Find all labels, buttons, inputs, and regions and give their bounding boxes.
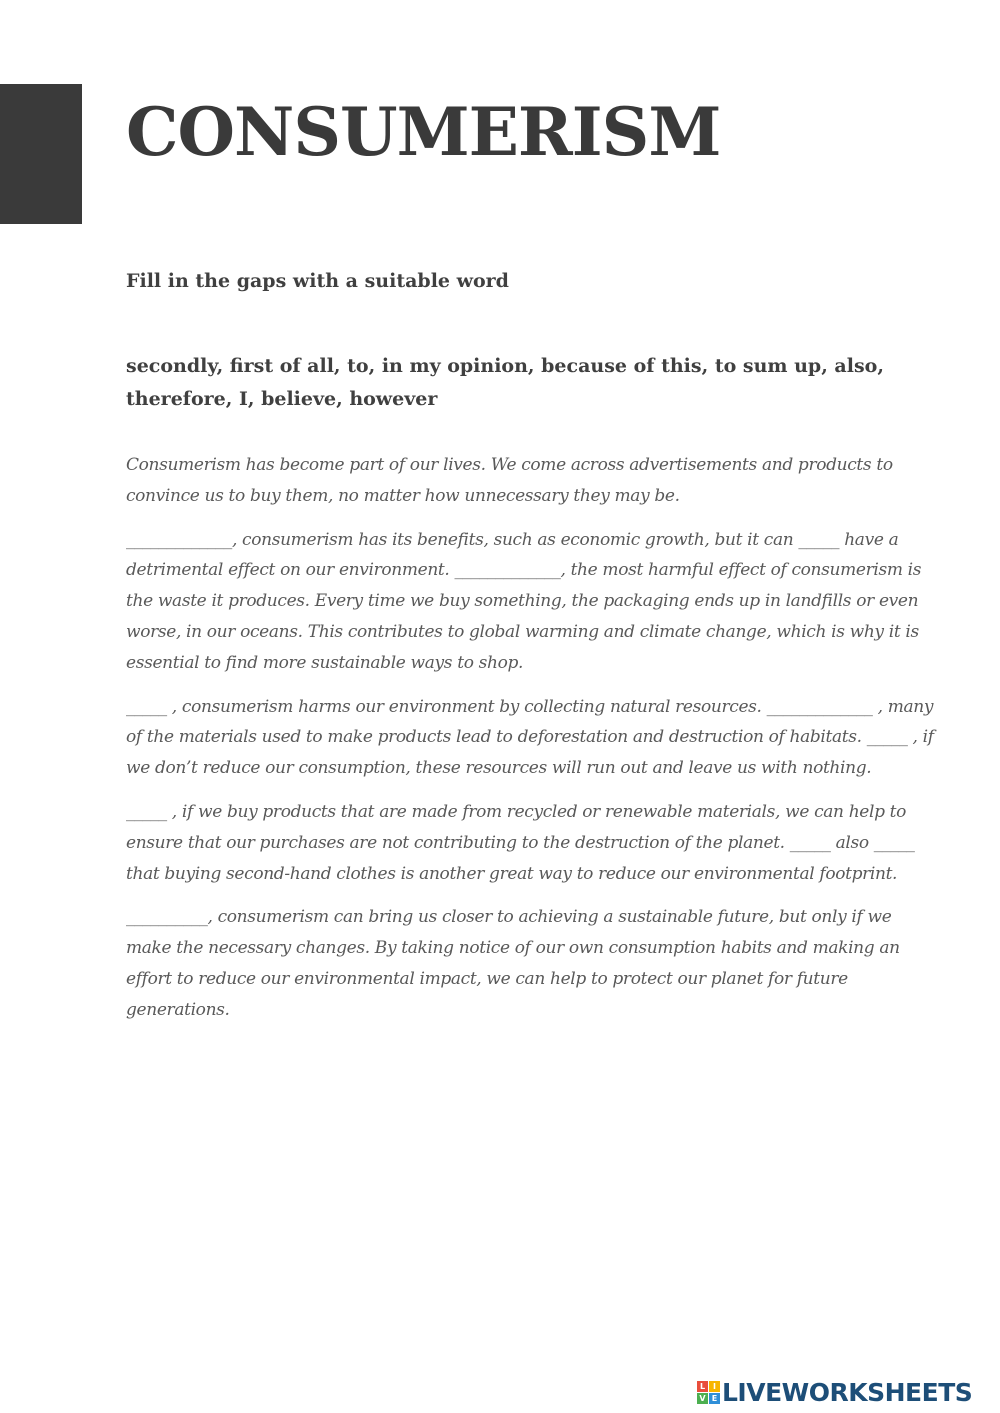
paragraph-3: _____ , if we buy products that are made from recycled or renewable materials, we can help to ensure that our purchases are not contributing to the destruction of the planet. _____ also _____ that buying second-hand clothes is another great way to reduce our environmental footprint. — [126, 801, 915, 884]
logo-mark-e: E — [709, 1393, 720, 1404]
paragraph-1: _____________, consumerism has its benefits, such as economic growth, but it can _____ have a detrimental effect on our environment. _____________, the most harmful effect of consumerism is the waste it produces. Every time we buy something, the packaging ends up in landfills or even worse, in our oceans. This contributes to global warming and climate change, which is why it is essential to find more sustainable ways to shop. — [126, 529, 922, 673]
paragraph-intro: Consumerism has become part of our lives. We come across advertisements and products to convince us to buy them, no matter how unnecessary they may be. — [126, 455, 893, 506]
paragraph-2: _____ , consumerism harms our environment by collecting natural resources. _____________ , many of the materials used to make products lead to deforestation and destruction of habitats. _____ , if we don’t reduce our consumption, these resources will run out and leave us with nothing. — [126, 696, 934, 779]
liveworksheets-logo[interactable] — [697, 1378, 972, 1407]
logo-mark-i: I — [709, 1381, 720, 1392]
logo-mark-l: L — [697, 1381, 708, 1392]
logo-text: LIVEWORKSHEETS — [722, 1378, 973, 1407]
paragraph-conclusion: __________, consumerism can bring us closer to achieving a sustainable future, but only if we make the necessary changes. By taking notice of our own consumption habits and making an effort to reduce our environmental impact, we can help to protect our planet for future generations. — [126, 907, 900, 1020]
word-bank: secondly, first of all, to, in my opinion, because of this, to sum up, also, therefore, I, believe, however — [126, 355, 884, 410]
instruction-text: Fill in the gaps with a suitable word — [126, 270, 509, 292]
liveworksheets-logo-icon — [697, 1381, 720, 1404]
page-title: CONSUMERISM — [126, 93, 721, 171]
logo-mark-v: V — [697, 1393, 708, 1404]
passage — [126, 450, 941, 1039]
decorative-side-block — [0, 84, 82, 224]
